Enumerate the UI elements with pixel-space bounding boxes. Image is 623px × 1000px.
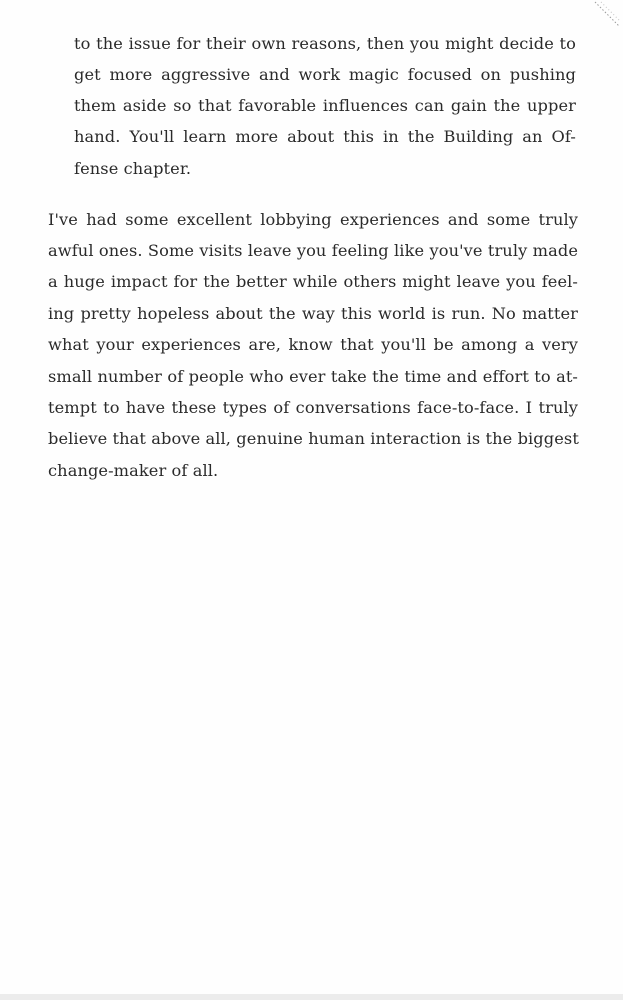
text-line: I've had some excellent lobbying experiences and some truly: [48, 210, 578, 229]
text-line: believe that above all, genuine human interaction is the biggest: [48, 429, 579, 448]
text-line: a huge impact for the better while others might leave you feel-: [48, 272, 578, 291]
text-line: what your experiences are, know that you'll be among a very: [48, 335, 578, 354]
text-line: ing pretty hopeless about the way this world is run. No matter: [48, 304, 578, 323]
text-line: hand. You'll learn more about this in the Building an Of-: [74, 127, 576, 146]
text-line: small number of people who ever take the time and effort to at-: [48, 367, 578, 386]
text-line: to the issue for their own reasons, then you might decide to: [74, 34, 576, 53]
page-curl-icon: [593, 0, 621, 28]
text-line: them aside so that favorable influences can gain the upper: [74, 96, 576, 115]
text-line: awful ones. Some visits leave you feeling like you've truly made: [48, 241, 578, 260]
text-line: fense chapter.: [74, 159, 192, 178]
text-line: get more aggressive and work magic focused on pushing: [74, 65, 576, 84]
text-line: tempt to have these types of conversations face-to-face. I truly: [48, 398, 578, 417]
page-bottom-edge: [0, 994, 623, 1000]
text-line: change-maker of all.: [48, 461, 219, 480]
